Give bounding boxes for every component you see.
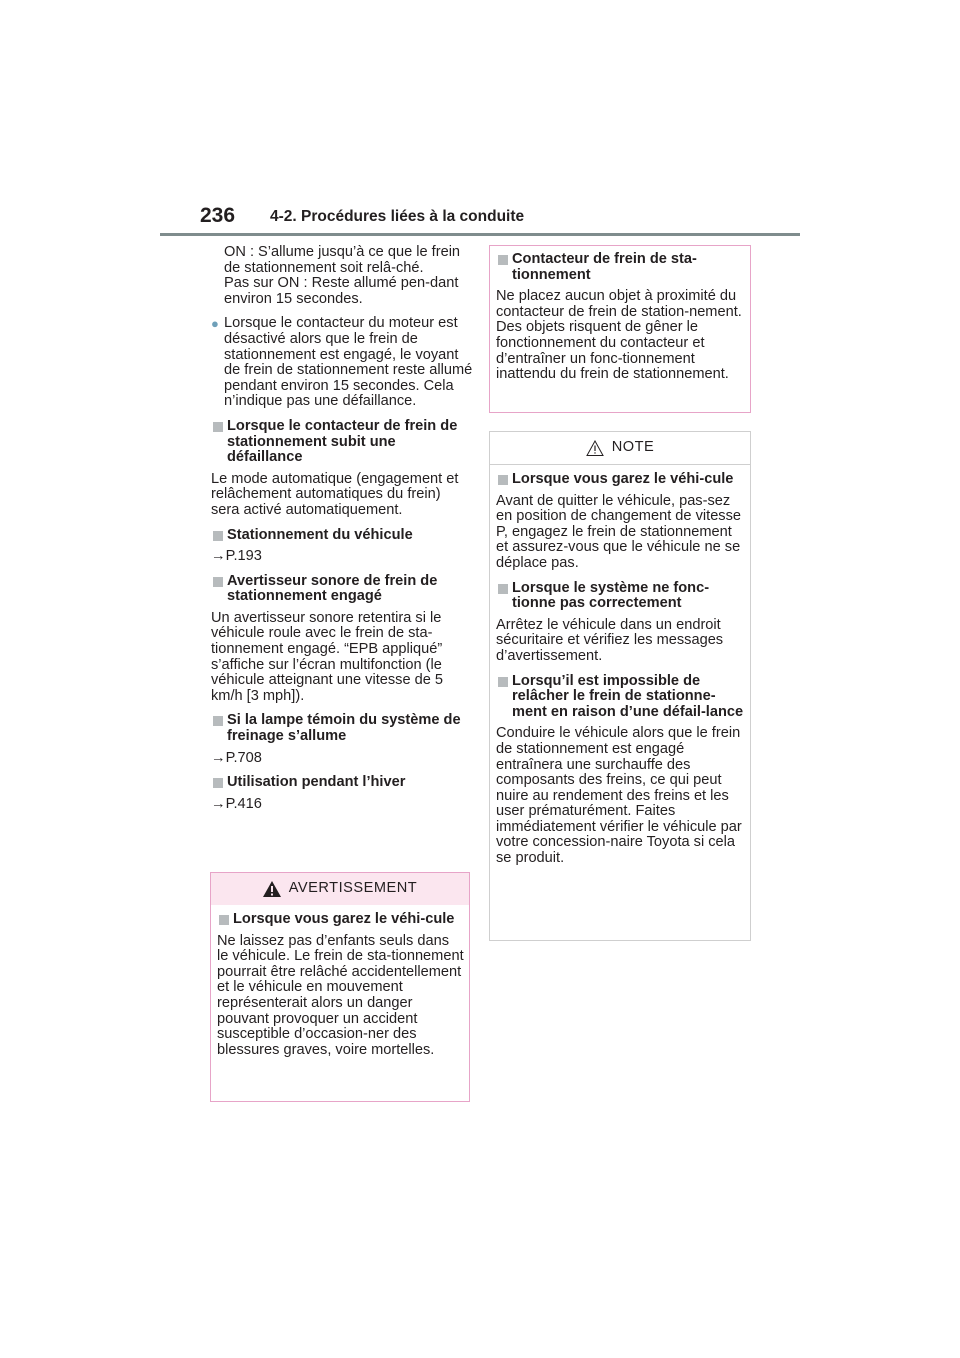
heading-text: Si la lampe témoin du système de freinage s’allume — [227, 712, 461, 745]
bullet-item — [211, 316, 473, 410]
heading-text: Lorsque vous garez le véhi-cule — [233, 911, 455, 927]
note-title: NOTE — [611, 439, 655, 456]
note-header — [490, 432, 750, 465]
heading-text: Stationnement du véhicule — [227, 526, 413, 543]
caution-box — [489, 245, 751, 413]
intro-text — [211, 245, 473, 307]
square-bullet-icon — [213, 716, 223, 726]
warning-box — [210, 872, 470, 1102]
section-heading — [211, 419, 473, 466]
page-header — [160, 204, 800, 238]
section-heading — [496, 252, 745, 283]
warning-triangle-icon — [263, 881, 281, 897]
note-body: Conduire le véhicule alors que le frein de stationnement est engagé entraînera une surchauffe des composants des freins, ce qui peut nuire au rendement des freins et les user prématurément. Faites immédiatement vérifier le véhicule par votre concession-naire Toyota si cela se produit. — [496, 725, 742, 867]
page-number: 236 — [200, 204, 236, 227]
square-bullet-icon — [213, 778, 223, 788]
square-bullet-icon — [498, 584, 508, 594]
note-box — [489, 431, 751, 941]
warning-header — [211, 873, 469, 905]
square-bullet-icon — [498, 255, 508, 265]
heading-text: Contacteur de frein de sta-tionnement — [512, 251, 697, 283]
intro-line: ON : S’allume jusqu’à ce que le frein de stationnement soit relâ-ché. — [224, 244, 461, 276]
heading-text: Lorsque le système ne fonc-tionne pas correctement — [512, 579, 710, 612]
section-heading — [217, 912, 464, 928]
section-heading — [211, 713, 473, 744]
square-bullet-icon — [213, 422, 223, 432]
square-bullet-icon — [213, 531, 223, 541]
left-column — [211, 245, 473, 821]
section-heading — [496, 581, 745, 612]
section-title: 4-2. Procédures liées à la conduite — [270, 208, 525, 225]
section-heading — [211, 775, 473, 791]
warning-body: Ne laissez pas d’enfants seuls dans le véhicule. Le frein de sta-tionnement pourrait être relâché accidentellement et le véhicule en mouvement représenterait alors un danger pouvant provoquer un accident susceptible d’occasion-ner des blessures graves, voire mortelles. — [217, 932, 464, 1058]
intro-line: Pas sur ON : Reste allumé pen-dant environ 15 secondes. — [224, 275, 459, 307]
square-bullet-icon — [498, 475, 508, 485]
page-reference-link[interactable]: →P.193 — [211, 548, 262, 565]
section-heading — [211, 574, 473, 605]
warning-title: AVERTISSEMENT — [288, 880, 418, 897]
heading-text: Lorsqu’il est impossible de relâcher le frein de stationne-ment en raison d’une défail-lance — [512, 672, 744, 720]
section-heading — [211, 528, 473, 544]
caution-triangle-icon — [586, 440, 604, 456]
page-reference-link[interactable]: →P.708 — [211, 749, 262, 766]
bullet-text: Lorsque le contacteur du moteur est désactivé alors que le frein de stationnement est engagé, le voyant de frein de stationnement reste allumé pendant environ 15 secondes. Cela n’indique pas une défaillance. — [224, 315, 473, 410]
section-heading — [496, 472, 745, 488]
heading-text: Lorsque vous garez le véhi-cule — [512, 471, 734, 487]
heading-text: Avertisseur sonore de frein de stationnement engagé — [227, 572, 438, 605]
heading-text: Lorsque le contacteur de frein de stationnement subit une défaillance — [227, 417, 458, 466]
note-body: Avant de quitter le véhicule, pas-sez en position de changement de vitesse P, engagez le frein de stationnement et assurez-vous que le véhicule ne se déplace pas. — [496, 492, 742, 571]
bullet-dot-icon: ● — [211, 316, 219, 332]
heading-text: Utilisation pendant l’hiver — [227, 774, 406, 791]
page-reference-link[interactable]: →P.416 — [211, 795, 262, 812]
caution-body: Ne placez aucun objet à proximité du contacteur de frein de station-nement. Des objets risquent de gêner le fonctionnement du contacteur et d’entraîner un fonc-tionnement inattendu du frein de stationnement. — [496, 288, 742, 383]
section-body: Le mode automatique (engagement et relâchement automatiques du frein) sera activé automatiquement. — [211, 470, 459, 518]
header-rule — [160, 233, 800, 236]
note-body: Arrêtez le véhicule dans un endroit sécuritaire et vérifiez les messages d’avertissement. — [496, 616, 724, 664]
section-heading — [496, 674, 745, 721]
square-bullet-icon — [219, 915, 229, 925]
section-body: Un avertisseur sonore retentira si le véhicule roule avec le frein de sta-tionnement engagé. “EPB appliqué” s’affiche sur l’écran multifonction (le véhicule atteignant une vitesse de 5 km/h [3 mph]). — [211, 609, 444, 704]
square-bullet-icon — [498, 677, 508, 687]
square-bullet-icon — [213, 577, 223, 587]
